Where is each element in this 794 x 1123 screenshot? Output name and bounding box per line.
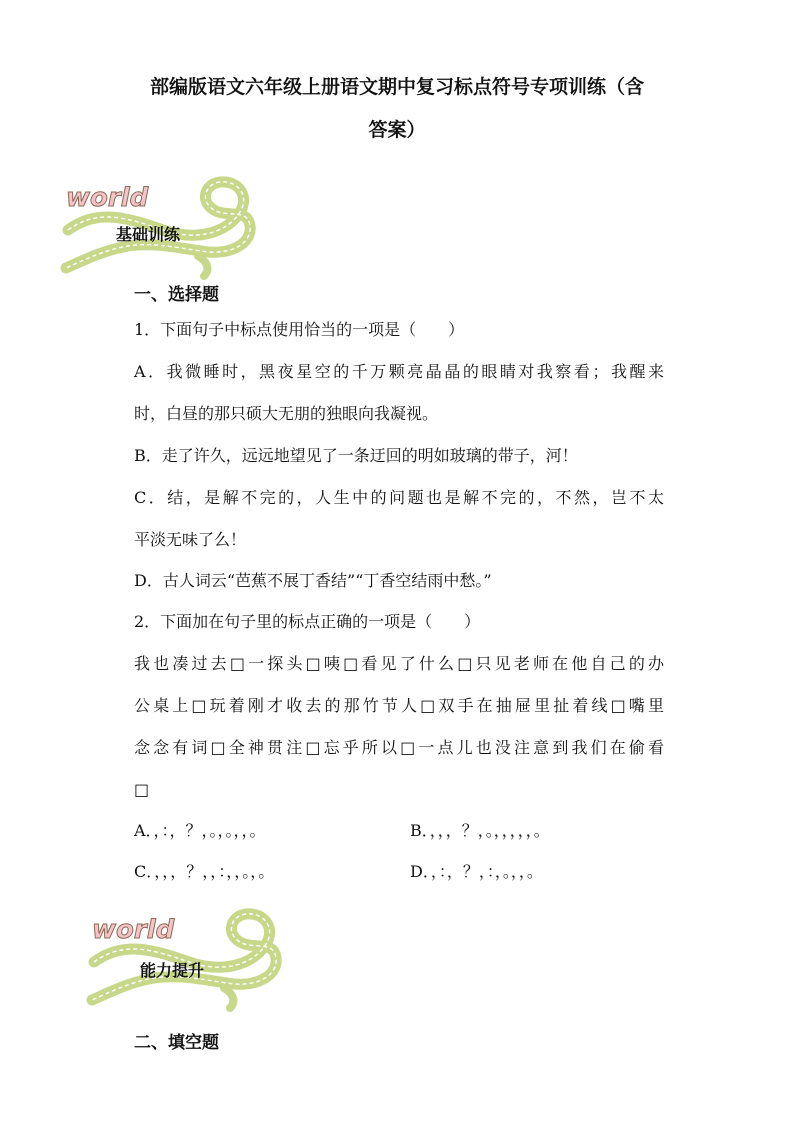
q2-passage-line3: 念念有词□全神贯注□忘乎所以□一点儿也没注意到我们在偷看 <box>134 738 664 757</box>
banner-word-logo: world <box>92 915 175 945</box>
q2-option-c: C．，，，？，，：，，。，。 <box>134 862 275 881</box>
q1-option-a-line1: A．我微睡时，黑夜星空的千万颗亮晶晶的眼睛对我察看；我醒来 <box>134 362 664 381</box>
document-title <box>120 66 674 152</box>
q2-option-a: A．，：，？，。，。，，。 <box>134 821 266 840</box>
q1-option-d: D．古人词云“芭蕉不展丁香结”“丁香空结雨中愁。” <box>134 571 492 590</box>
section-heading-fill-blank: 二、填空题 <box>134 1033 219 1053</box>
q1-option-c-line2: 平淡无味了么！ <box>134 530 247 549</box>
q2-passage-line2: 公桌上□玩着刚才收去的那竹节人□双手在抽屉里扯着线□嘴里 <box>134 696 664 715</box>
section-banner-advanced <box>84 900 294 1012</box>
title-line-2: 答案） <box>368 119 426 141</box>
banner-label-basic: 基础训练 <box>116 225 181 244</box>
q2-option-d: D．，：，？，：，。，，。 <box>410 862 543 881</box>
q1-stem: 1．下面句子中标点使用恰当的一项是（ ） <box>134 320 465 339</box>
ribbon-decoration <box>84 900 294 1012</box>
q1-option-b: B．走了许久，远远地望见了一条迂回的明如玻璃的带子，河！ <box>134 446 578 465</box>
section-heading-choice: 一、选择题 <box>134 285 219 305</box>
section-banner-basic <box>58 168 268 280</box>
q1-option-c-line1: C．结，是解不完的，人生中的问题也是解不完的，不然，岂不太 <box>134 488 664 507</box>
banner-word-logo: world <box>66 183 149 213</box>
banner-label-advanced: 能力提升 <box>140 961 205 980</box>
q2-option-b: B．，，，？，。，，，，，。 <box>410 821 550 840</box>
q2-stem: 2．下面加在句子里的标点正确的一项是（ ） <box>134 612 481 631</box>
q1-option-a-line2: 时，白昼的那只硕大无朋的独眼向我凝视。 <box>134 404 439 423</box>
title-line-1: 部编版语文六年级上册语文期中复习标点符号专项训练（含 <box>149 76 644 98</box>
q2-passage-line4: □ <box>134 780 150 799</box>
q2-passage-line1: 我也凑过去□一探头□咦□看见了什么□只见老师在他自己的办 <box>134 654 664 673</box>
